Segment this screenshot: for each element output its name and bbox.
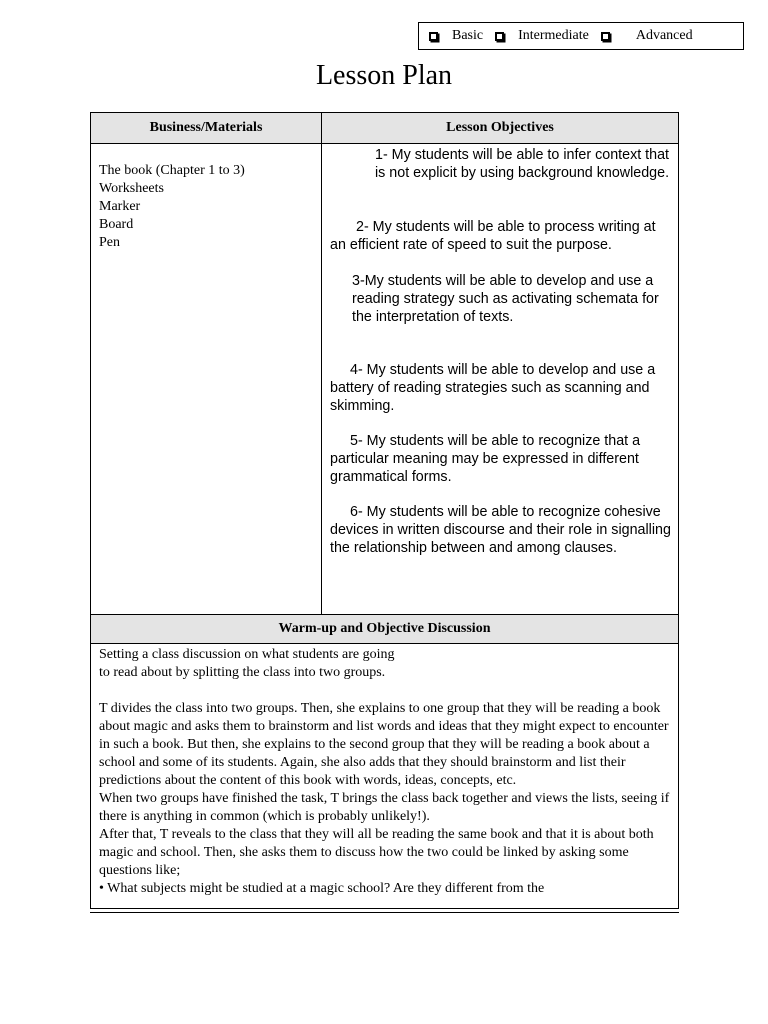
warmup-paragraph: When two groups have finished the task, T brings the class back together and views the lists, seeing if there is anything in common (which is probably unlikely!).	[99, 791, 670, 824]
objectives-list	[322, 144, 678, 614]
objectives-header: Lesson Objectives	[446, 120, 554, 135]
list-item: Pen	[99, 235, 120, 250]
page-title: Lesson Plan	[315, 60, 453, 91]
lesson-plan-table	[90, 112, 679, 909]
level-basic-label: Basic	[452, 28, 484, 43]
level-intermediate[interactable]	[495, 28, 589, 44]
checkbox-icon[interactable]	[601, 32, 610, 41]
level-basic[interactable]	[429, 28, 483, 44]
level-advanced[interactable]	[601, 28, 693, 44]
objective-2: 2- My students will be able to process writing at an efficient rate of speed to suit the purpose.	[330, 219, 656, 253]
level-intermediate-label: Intermediate	[518, 28, 589, 43]
checkbox-icon[interactable]	[495, 32, 504, 41]
level-selector	[418, 22, 744, 50]
warmup-paragraph: Setting a class discussion on what students are going	[99, 647, 395, 662]
level-advanced-label: Advanced	[635, 28, 693, 43]
list-item: Board	[99, 217, 134, 232]
materials-list	[91, 144, 322, 614]
table-header-row	[91, 113, 678, 144]
warmup-paragraph: After that, T reveals to the class that they will all be reading the same book and that it is about both magic and school. Then, she asks them to discuss how the two could be linked by asking some questions like;	[99, 827, 654, 878]
warmup-paragraph: to read about by splitting the class into two groups.	[99, 665, 386, 680]
table-body-row	[91, 144, 678, 615]
objective-3: 3-My students will be able to develop and use a reading strategy such as activating schemata for the interpretation of texts.	[352, 273, 659, 325]
warmup-paragraph: • What subjects might be studied at a magic school? Are they different from the	[99, 881, 545, 896]
bottom-divider	[90, 912, 679, 913]
materials-header: Business/Materials	[91, 113, 322, 143]
checkbox-icon[interactable]	[429, 32, 438, 41]
objective-4: 4- My students will be able to develop and use a battery of reading strategies such as scanning and skimming.	[330, 362, 656, 414]
warmup-header: Warm-up and Objective Discussion	[91, 615, 678, 644]
objective-6: 6- My students will be able to recognize cohesive devices in written discourse and their role in signalling the relationship between and among clauses.	[330, 504, 671, 556]
warmup-paragraph: T divides the class into two groups. Then, she explains to one group that they will be reading a book about magic and asks them to brainstorm and list words and ideas that they might expect to encounter in such a book. But then, she explains to the second group that they will be reading a book about a school and some of its students. Again, she also adds that they should brainstorm and list their predictions about the content of this book with words, ideas, concepts, etc.	[99, 701, 669, 788]
list-item: The book (Chapter 1 to 3)	[99, 163, 245, 178]
objective-5: 5- My students will be able to recognize that a particular meaning may be expressed in different grammatical forms.	[330, 433, 641, 485]
warmup-content	[91, 644, 678, 908]
list-item: Marker	[99, 199, 141, 214]
list-item: Worksheets	[99, 181, 164, 196]
objective-1: 1- My students will be able to infer context that is not explicit by using background knowledge.	[375, 147, 670, 181]
